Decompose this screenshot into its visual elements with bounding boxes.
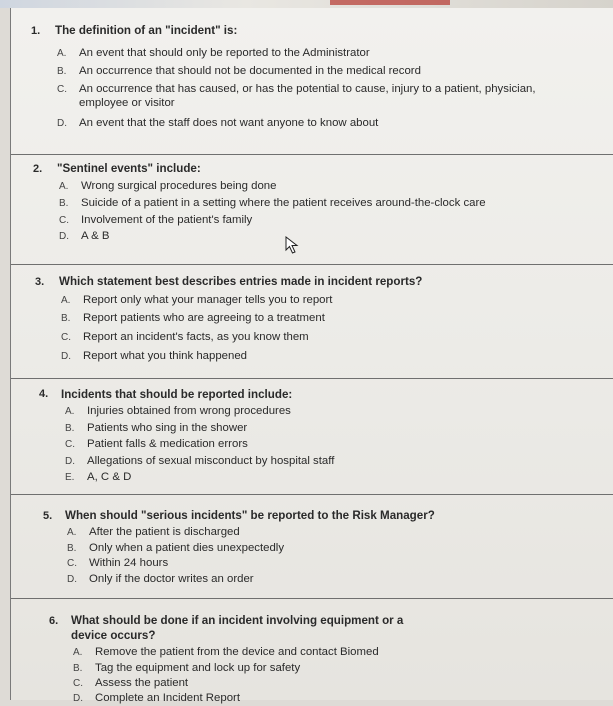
question-block-4: [11, 378, 613, 494]
question-text: Which statement best describes entries made in incident reports?: [59, 275, 423, 288]
answer-option: B. Tag the equipment and lock up for safety: [73, 662, 301, 674]
answer-option: B. Suicide of a patient in a setting where the patient receives around-the-clock care: [59, 197, 486, 209]
question-text: What should be done if an incident involving equipment or a: [71, 614, 404, 627]
answer-option: C. Within 24 hours: [67, 557, 169, 569]
answer-option: C. Patient falls & medication errors: [65, 438, 248, 450]
answer-option: D. Report what you think happened: [61, 350, 248, 362]
answer-option: C. An occurrence that has caused, or has the potential to cause, injury to a patient, physician,: [57, 83, 536, 95]
question-block-6: [11, 598, 613, 704]
question-block-3: [11, 264, 613, 378]
answer-option: A. Injuries obtained from wrong procedures: [65, 405, 291, 417]
answer-option: B. Report patients who are agreeing to a treatment: [61, 312, 325, 324]
header-band: [330, 0, 450, 5]
answer-option: E. A, C & D: [65, 471, 132, 483]
question-text: Incidents that should be reported include:: [61, 388, 293, 401]
answer-option: C. Involvement of the patient's family: [59, 214, 253, 226]
answer-option: B. An occurrence that should not be documented in the medical record: [57, 65, 421, 77]
question-sheet: [10, 8, 613, 704]
answer-option: C. Report an incident's facts, as you know them: [61, 331, 309, 343]
question-block-1: [11, 8, 613, 154]
answer-option: B. Only when a patient dies unexpectedly: [67, 542, 285, 554]
question-number: 3.: [35, 276, 45, 288]
question-number: 6.: [49, 615, 59, 627]
answer-option: A. Report only what your manager tells you to report: [61, 294, 333, 306]
answer-option: B. Patients who sing in the shower: [65, 422, 248, 434]
question-text: "Sentinel events" include:: [57, 162, 201, 175]
answer-option: A. An event that should only be reported to the Administrator: [57, 47, 370, 59]
answer-option-continuation: employee or visitor: [79, 97, 175, 109]
question-number: 2.: [33, 163, 43, 175]
answer-option: D. An event that the staff does not want anyone to know about: [57, 117, 379, 129]
question-number: 5.: [43, 510, 53, 522]
question-text: When should "serious incidents" be reported to the Risk Manager?: [65, 509, 435, 522]
answer-option: D. A & B: [59, 230, 110, 242]
question-text: The definition of an "incident" is:: [55, 24, 238, 37]
answer-option: A. Wrong surgical procedures being done: [59, 180, 277, 192]
top-strip: [0, 0, 613, 8]
answer-option: D. Complete an Incident Report: [73, 692, 240, 704]
answer-option: C. Assess the patient: [73, 677, 189, 689]
question-block-2: [11, 154, 613, 264]
question-text-continuation: device occurs?: [71, 629, 156, 642]
answer-option: A. After the patient is discharged: [67, 526, 240, 538]
answer-option: D. Allegations of sexual misconduct by hospital staff: [65, 455, 335, 467]
answer-option: D. Only if the doctor writes an order: [67, 573, 254, 585]
question-number: 1.: [31, 25, 41, 37]
question-number: 4.: [39, 388, 49, 400]
question-block-5: [11, 494, 613, 598]
mouse-cursor-icon: [285, 236, 299, 254]
answer-option: A. Remove the patient from the device and contact Biomed: [73, 646, 379, 658]
